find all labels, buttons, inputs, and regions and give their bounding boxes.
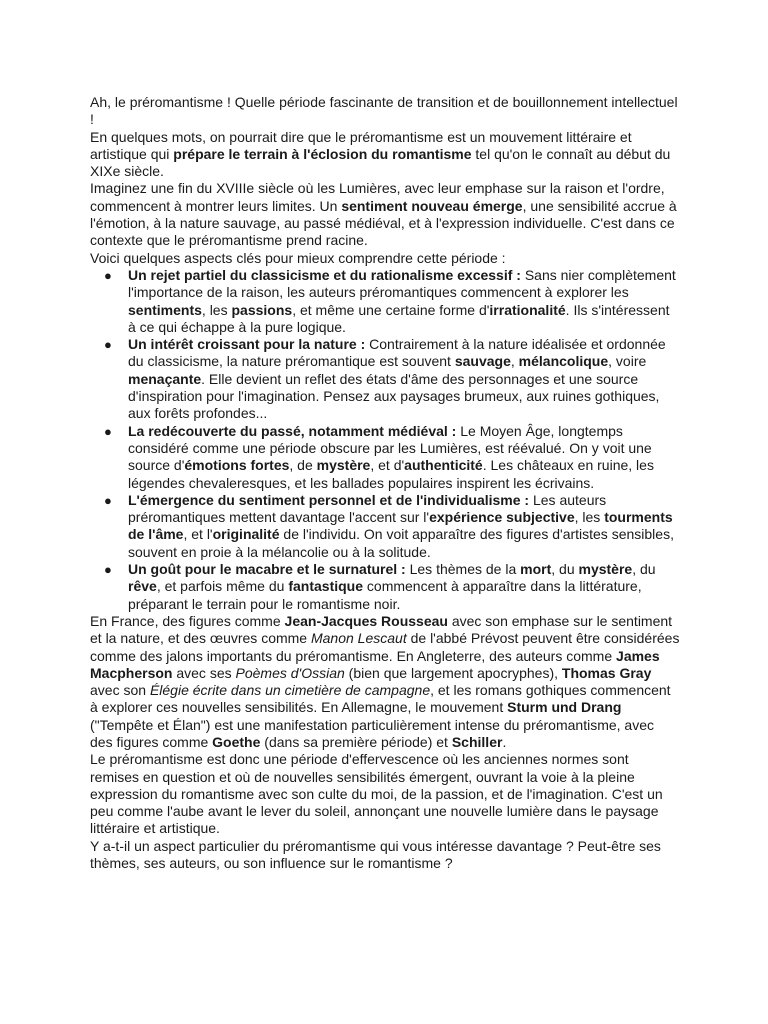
list-item: ● Un goût pour le macabre et le surnaturel : Les thèmes de la mort, du mystère, du rêve, et parfois même du fantastique commencent à apparaître dans la littérature, préparant le terrain pour le romantisme noir.: [104, 561, 656, 612]
key-aspects-list: [90, 267, 680, 613]
bullet-icon: ●: [104, 562, 112, 578]
list-item-heading: La redécouverte du passé, notamment médiéval :: [128, 422, 457, 439]
list-intro: Voici quelques aspects clés pour mieux comprendre cette période :: [90, 249, 506, 266]
document-body: [90, 94, 680, 872]
list-item: ● Un intérêt croissant pour la nature : Contrairement à la nature idéalisée et ordonnée du classicisme, la nature préromantique est souvent sauvage, mélancolique, voire menaçante. Elle devient un reflet des états d'âme des personnages et une source d'inspiration pour l'imagination. Pensez aux paysages brumeux, aux ruines gothiques, aux forêts profondes...: [104, 336, 666, 422]
bullet-icon: ●: [104, 267, 112, 283]
figures-paragraph: En France, des figures comme Jean-Jacques Rousseau avec son emphase sur le sentiment et la nature, et des œuvres comme Manon Lescaut de l'abbé Prévost peuvent être considérées comme des jalons importants du préromantisme. En Angleterre, des auteurs comme James Macpherson avec ses Poèmes d'Ossian (bien que largement apocryphes), Thomas Gray avec son Élégie écrite dans un cimetière de campagne, et les romans gothiques commencent à explorer ces nouvelles sensibilités. En Allemagne, le mouvement Sturm und Drang ("Tempête et Élan") est une manifestation particulièrement intense du préromantisme, avec des figures comme Goethe (dans sa première période) et Schiller.: [90, 612, 680, 750]
bullet-icon: ●: [104, 423, 112, 439]
list-item-heading: Un intérêt croissant pour la nature :: [128, 336, 366, 353]
list-item-heading: L'émergence du sentiment personnel et de l'individualisme :: [128, 491, 530, 508]
list-item: ● Un rejet partiel du classicisme et du rationalisme excessif : Sans nier complètement l'importance de la raison, les auteurs préromantiques commencent à explorer les sentiments, les passions, et même une certaine forme d'irrationalité. Ils s'intéressent à ce qui échappe à la pure logique.: [104, 266, 676, 335]
definition-paragraph: En quelques mots, on pourrait dire que le préromantisme est un mouvement littéraire et artistique qui prépare le terrain à l'éclosion du romantisme tel qu'on le connaît au début du XIXe siècle.: [90, 128, 671, 180]
emphasis: sentiment nouveau émerge: [341, 197, 523, 214]
bullet-icon: ●: [104, 337, 112, 353]
list-item: ● L'émergence du sentiment personnel et de l'individualisme : Les auteurs préromantiques mettent davantage l'accent sur l'expérience subjective, les tourments de l'âme, et l'originalité de l'individu. On voit apparaître des figures d'artistes sensibles, souvent en proie à la mélancolie ou à la solitude.: [104, 491, 674, 560]
emphasis: prépare le terrain à l'éclosion du romantisme: [173, 145, 472, 162]
list-item-heading: Un goût pour le macabre et le surnaturel :: [128, 561, 406, 578]
list-item: ● La redécouverte du passé, notamment médiéval : Le Moyen Âge, longtemps considéré comme une période obscure par les Lumières, est réévalué. On y voit une source d'émotions fortes, de mystère, et d'authenticité. Les châteaux en ruine, les légendes chevaleresques, et les ballades populaires inspirent les écrivains.: [104, 422, 654, 491]
bullet-icon: ●: [104, 492, 112, 508]
conclusion-paragraph: Le préromantisme est donc une période d'effervescence où les anciennes normes sont remises en question et où de nouvelles sensibilités émergent, ouvrant la voie à la pleine expression du romantisme avec son culte du moi, de la passion, et de l'imagination. C'est un peu comme l'aube avant le lever du soleil, annonçant une nouvelle lumière dans le paysage littéraire et artistique.: [90, 751, 663, 837]
intro-paragraph: Ah, le préromantisme ! Quelle période fascinante de transition et de bouillonnement intellectuel !: [90, 94, 678, 128]
closing-question: Y a-t-il un aspect particulier du préromantisme qui vous intéresse davantage ? Peut-être ses thèmes, ses auteurs, ou son influence sur le romantisme ?: [90, 837, 661, 872]
list-item-heading: Un rejet partiel du classicisme et du rationalisme excessif :: [128, 266, 521, 283]
context-paragraph: Imaginez une fin du XVIIIe siècle où les Lumières, avec leur emphase sur la raison et l'ordre, commencent à montrer leurs limites. Un sentiment nouveau émerge, une sensibilité accrue à l'émotion, à la nature sauvage, au passé médiéval, et à l'expression individuelle. C'est dans ce contexte que le préromantisme prend racine.: [90, 180, 677, 249]
